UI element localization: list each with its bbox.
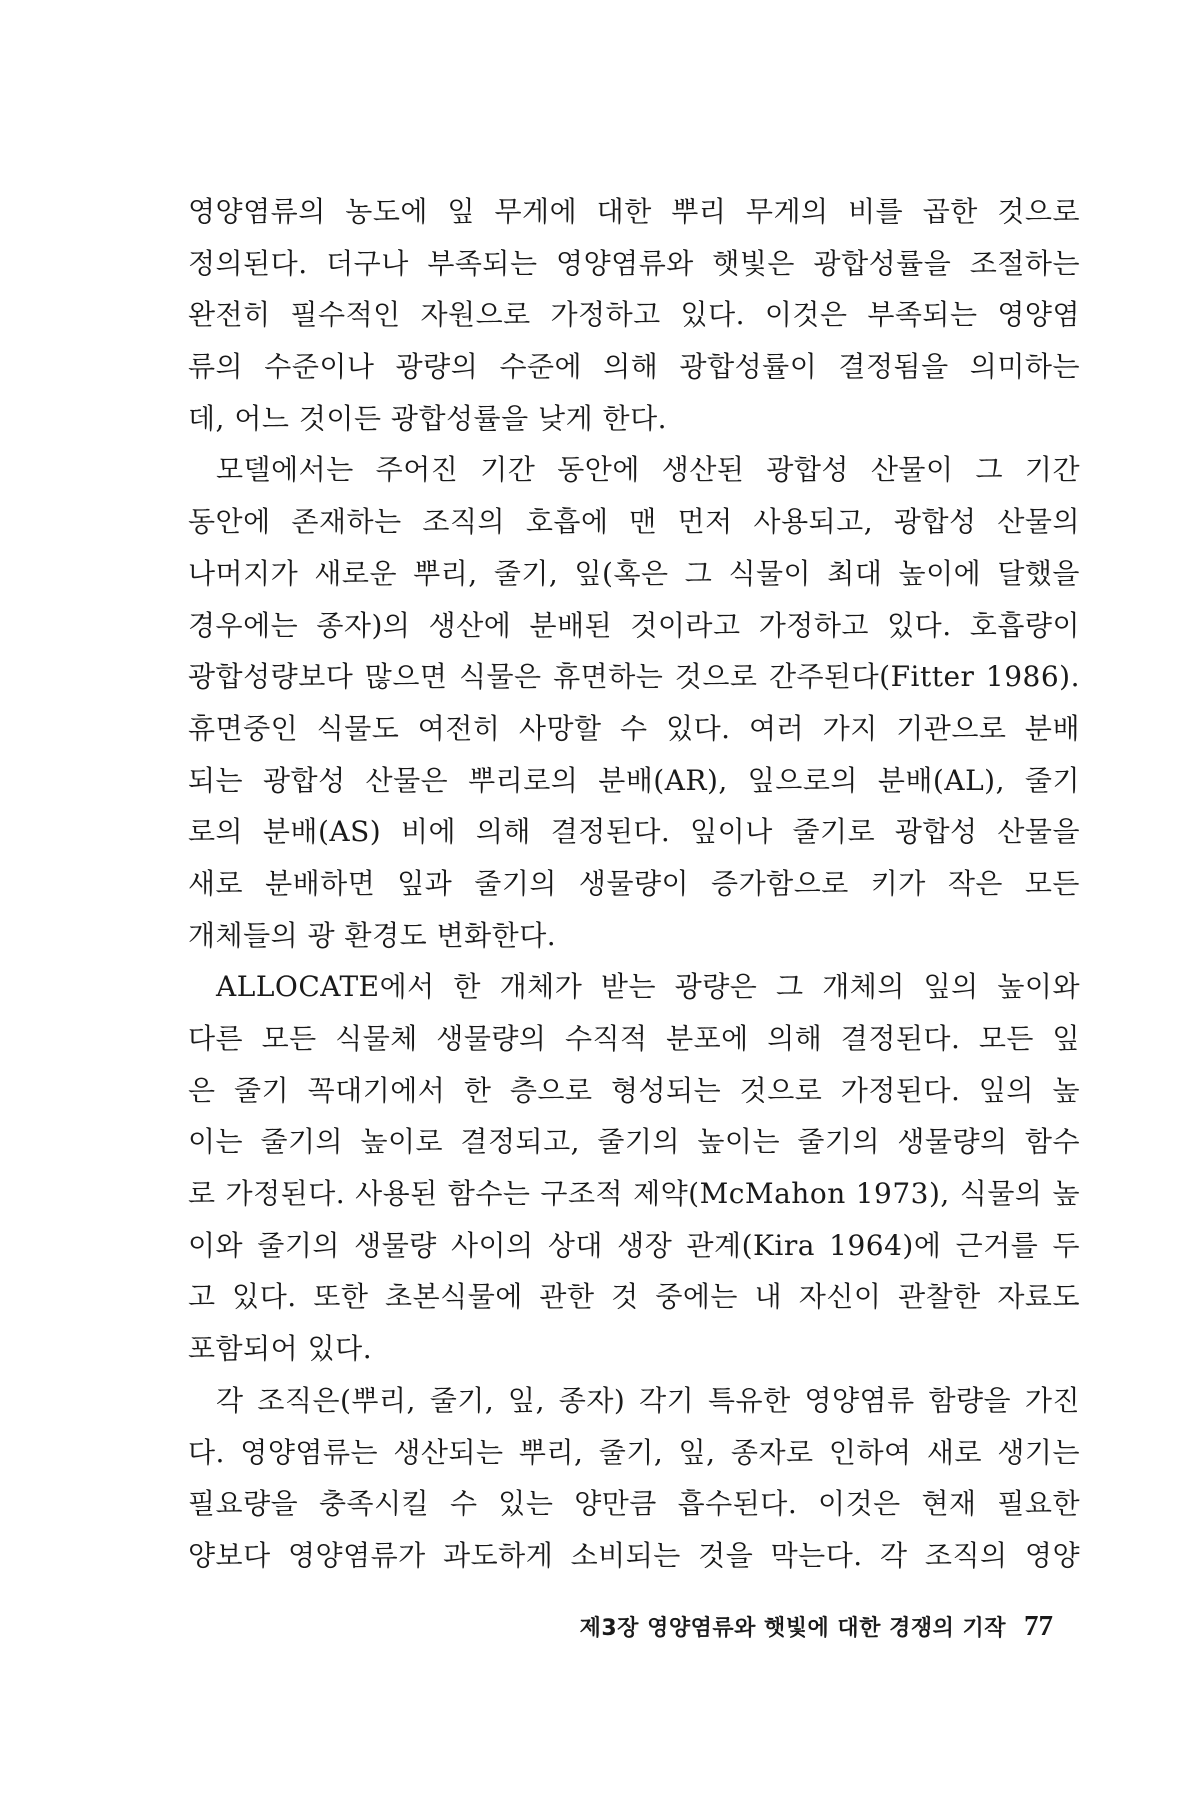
text-line: 새로 분배하면 잎과 줄기의 생물량이 증가함으로 키가 작은 모든	[188, 866, 1080, 900]
text-line: 동안에 존재하는 조직의 호흡에 맨 먼저 사용되고, 광합성 산물의	[188, 505, 1080, 539]
text-line: 고 있다. 또한 초본식물에 관한 것 중에는 내 자신이 관찰한 자료도	[188, 1280, 1080, 1314]
text-line: 로 가정된다. 사용된 함수는 구조적 제약(McMahon 1973), 식물의 높	[188, 1177, 1080, 1211]
page-number: 77	[1024, 1610, 1053, 1642]
text-line: 다른 모든 식물체 생물량의 수직적 분포에 의해 결정된다. 모든 잎	[188, 1022, 1080, 1055]
text-line: 개체들의 광 환경도 변화한다.	[188, 918, 557, 952]
text-line: 로의 분배(AS) 비에 의해 결정된다. 잎이나 줄기로 광합성 산물을	[188, 815, 1080, 849]
text-line: 경우에는 종자)의 생산에 분배된 것이라고 가정하고 있다. 호흡량이	[188, 608, 1080, 642]
text-line: 포함되어 있다.	[188, 1332, 373, 1366]
text-line: ALLOCATE에서 한 개체가 받는 광량은 그 개체의 잎의 높이와	[216, 970, 1080, 1004]
text-line: 각 조직은(뿌리, 줄기, 잎, 종자) 각기 특유한 영양염류 함량을 가진	[216, 1383, 1080, 1417]
text-line: 휴면중인 식물도 여전히 사망할 수 있다. 여러 가지 기관으로 분배	[188, 711, 1080, 745]
text-line: 필요량을 충족시킬 수 있는 양만큼 흡수된다. 이것은 현재 필요한	[188, 1487, 1080, 1521]
text-line: 되는 광합성 산물은 뿌리로의 분배(AR), 잎으로의 분배(AL), 줄기	[188, 763, 1080, 797]
text-line: 류의 수준이나 광량의 수준에 의해 광합성률이 결정됨을 의미하는	[188, 350, 1080, 384]
text-line: 이는 줄기의 높이로 결정되고, 줄기의 높이는 줄기의 생물량의 함수	[188, 1125, 1080, 1159]
text-line: 다. 영양염류는 생산되는 뿌리, 줄기, 잎, 종자로 인하여 새로 생기는	[188, 1435, 1080, 1469]
text-line: 양보다 영양염류가 과도하게 소비되는 것을 막는다. 각 조직의 영양	[188, 1538, 1080, 1572]
text-line: 이와 줄기의 생물량 사이의 상대 생장 관계(Kira 1964)에 근거를 두	[188, 1228, 1080, 1262]
page-footer	[0, 1610, 1053, 1650]
text-line: 완전히 필수적인 자원으로 가정하고 있다. 이것은 부족되는 영양염	[188, 298, 1080, 332]
text-line: 광합성량보다 많으면 식물은 휴면하는 것으로 간주된다(Fitter 1986).	[188, 660, 1080, 694]
text-line: 나머지가 새로운 뿌리, 줄기, 잎(혹은 그 식물이 최대 높이에 달했을	[188, 556, 1080, 590]
text-line: 정의된다. 더구나 부족되는 영양염류와 햇빛은 광합성률을 조절하는	[188, 246, 1080, 280]
text-line: 영양염류의 농도에 잎 무게에 대한 뿌리 무게의 비를 곱한 것으로	[188, 195, 1080, 228]
text-line: 은 줄기 꼭대기에서 한 층으로 형성되는 것으로 가정된다. 잎의 높	[188, 1073, 1080, 1107]
text-line: 모델에서는 주어진 기간 동안에 생산된 광합성 산물이 그 기간	[216, 453, 1080, 487]
body-text	[188, 186, 1080, 1582]
running-footer-title: 제3장 영양염류와 햇빛에 대한 경쟁의 기작	[579, 1616, 1006, 1641]
text-line: 데, 어느 것이든 광합성률을 낮게 한다.	[188, 401, 668, 435]
